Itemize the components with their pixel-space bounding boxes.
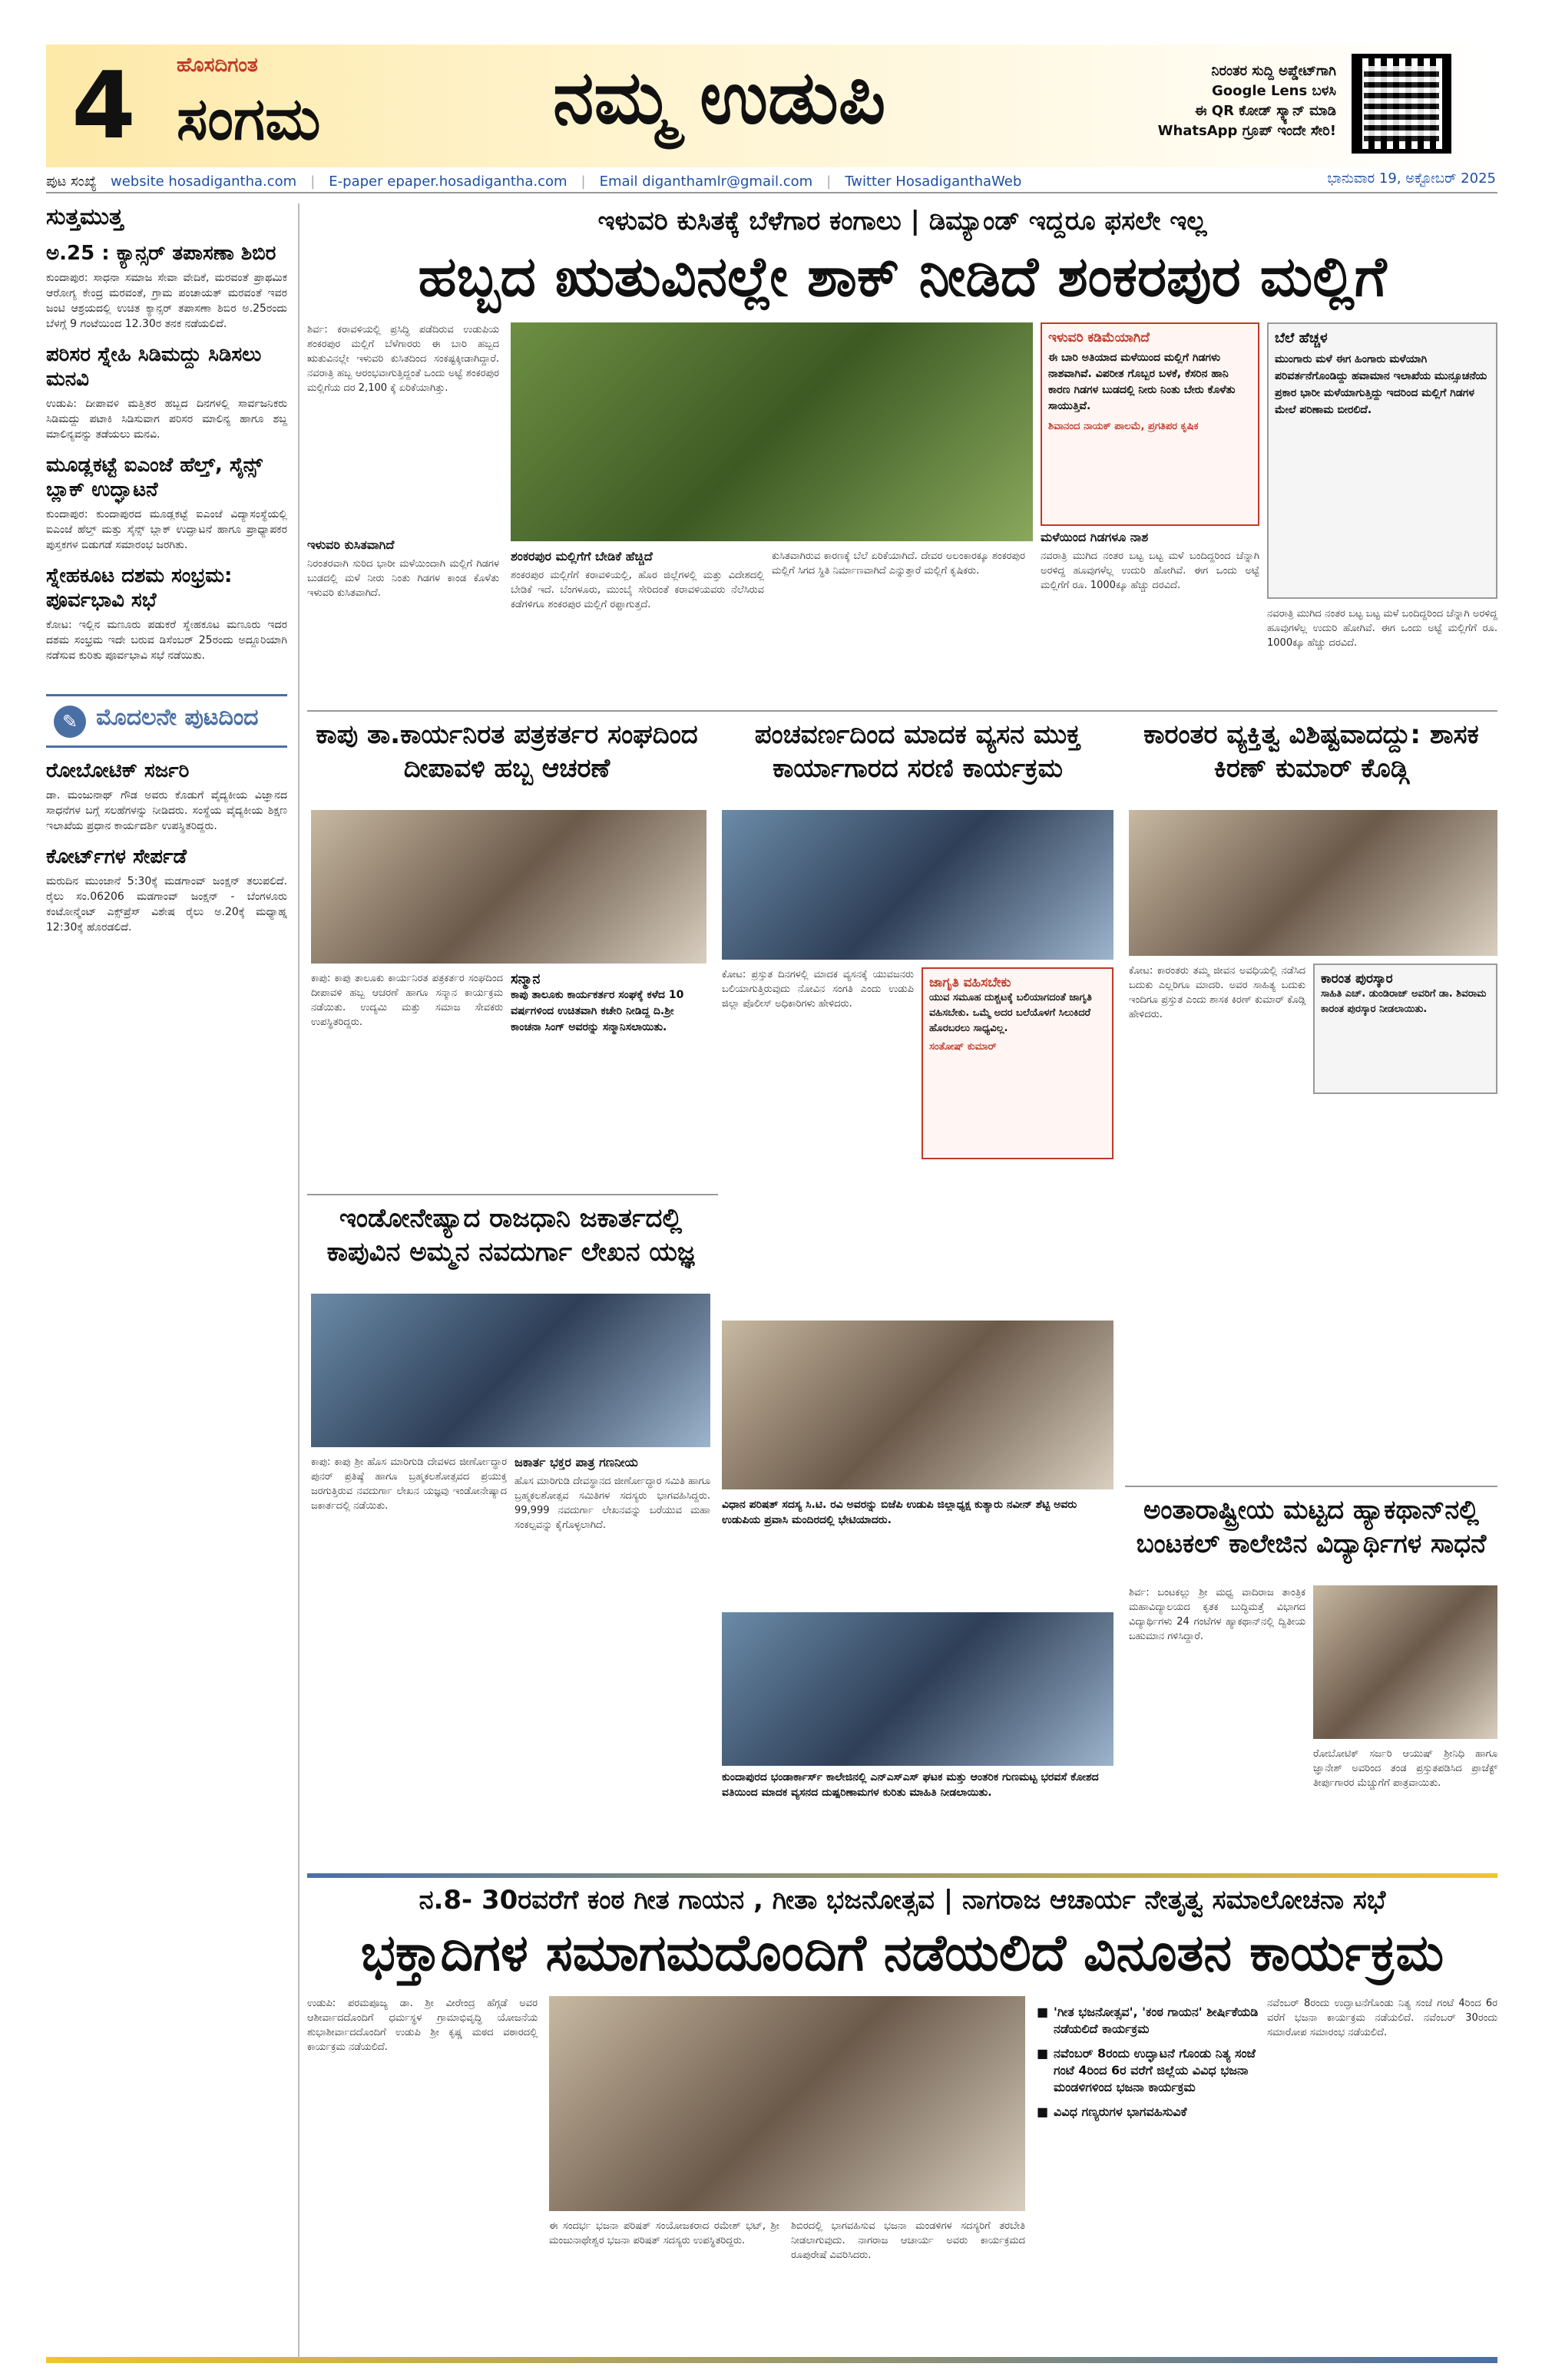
highlight-item: ■ ನವೆಂಬರ್ 8ರಂದು ಉದ್ಘಾಟನೆ ಗೊಂಡು ನಿತ್ಯ ಸಂಜೆ ಗಂಟೆ 4ರಿಂದ 6ರ ವರೆಗೆ ಜಿಲ್ಲೆಯ ವಿವಿಧ ಭಜನಾ ಮಂಡಳಿಗಳಿಂದ ಭಜನಾ ಕಾರ್ಯಕ್ರಮ [1037, 2045, 1259, 2096]
jakarta-subhead: ಜಕಾರ್ತ ಭಕ್ತರ ಪಾತ್ರ ಗಣನೀಯ [515, 1455, 638, 1469]
info-bar [46, 170, 1497, 193]
epaper-link[interactable]: E-paper epaper.hosadigantha.com [329, 173, 567, 190]
brief-headline: ಪರಿಸರ ಸ್ನೇಹಿ ಸಿಡಿಮದ್ದು ಸಿಡಿಸಲು ಮನವಿ [46, 343, 262, 391]
qr-line: ಈ QR ಕೋಡ್ ಸ್ಕ್ಯಾನ್ ಮಾಡಿ [1194, 103, 1336, 119]
kapu-event-photo [311, 810, 706, 964]
kapu-body: ಕಾಪು: ಕಾಪು ತಾಲೂಕು ಕಾರ್ಯನಿರತ ಪತ್ರಕರ್ತರ ಸಂಘದಿಂದ ದೀಪಾವಳಿ ಹಬ್ಬ ಆಚರಣೆ ಹಾಗೂ ಸನ್ಮಾನ ಕಾರ್ಯಕ್ರಮ ನಡೆಯಿತು. ಉದ್ಯಮಿ ಮತ್ತು ಸಮಾಜ ಸೇವಕರು ಉಪಸ್ಥಿತರಿದ್ದರು. [311, 973, 503, 1028]
farmer-quote-box [1041, 322, 1259, 526]
brief-body: ಕೋಟ: ಇಲ್ಲಿನ ಮಣೂರು ಪಡುಕರೆ ಸ್ನೇಹಕೂಟ ಮಣೂರು ಇದರ ದಶಮ ಸಂಭ್ರಮ ಇದೇ ಬರುವ ಡಿಸೆಂಬರ್ 25ರಂದು ಅದ್ದೂರಿಯಾಗಿ ನಡೆಸುವ ಕುರಿತು ಪೂರ್ವಭಾವಿ ಸಭೆ ನಡೆಯಿತು. [46, 619, 287, 662]
continued-item [46, 759, 287, 834]
bottom-headline: ಭಕ್ತಾದಿಗಳ ಸಮಾಗಮದೊಂದಿಗೆ ನಡೆಯಲಿದೆ ವಿನೂತನ ಕಾರ್ಯಕ್ರಮ [360, 1923, 1444, 1982]
twitter-link[interactable]: Twitter HosadiganthaWeb [845, 173, 1022, 190]
news-brief [46, 241, 287, 332]
continued-item [46, 845, 287, 935]
bottom-band-rule [307, 1873, 1497, 1878]
brief-body: ಕುಂದಾಪುರ: ಸಾಧನಾ ಸಮಾಜ ಸೇವಾ ವೇದಿಕೆ, ಮರವಂತೆ ಪ್ರಾಥಮಿಕ ಆರೋಗ್ಯ ಕೇಂದ್ರ ಮರವಂತೆ, ಗ್ರಾಮ ಪಂಚಾಯತ್ ಮರವಂತೆ ಇವರ ಜಂಟಿ ಆಶ್ರಯದಲ್ಲಿ ಉಚಿತ ಕ್ಯಾನ್ಸರ್ ತಪಾಸಣಾ ಶಿಬಿರ ಅ.25ರಂದು ಬೆಳಗ್ಗೆ 9 ಗಂಟೆಯಿಂದ 12.30ರ ತನಕ ನಡೆಯಲಿದೆ. [46, 272, 287, 330]
jakarta-event-photo [311, 1294, 710, 1447]
rehab-quote-box [922, 967, 1113, 1159]
lead-kicker-wrap [307, 206, 1497, 236]
karanth-award-box [1313, 964, 1497, 1094]
lead-subhead: ಮಳೆಯಿಂದ ಗಿಡಗಳೂ ನಾಶ [1041, 530, 1149, 544]
hackathon-body: ಶಿರ್ವ: ಬಂಟಕಲ್ಲು ಶ್ರೀ ಮಧ್ವ ವಾದಿರಾಜ ತಾಂತ್ರಿಕ ಮಹಾವಿದ್ಯಾಲಯದ ಕೃತಕ ಬುದ್ಧಿಮತ್ತೆ ವಿಭಾಗದ ವಿದ್ಯಾರ್ಥಿಗಳು 24 ಗಂಟೆಗಳ ಹ್ಯಾಕಥಾನ್‌ನಲ್ಲಿ ದ್ವಿತೀಯ ಬಹುಮಾನ ಗಳಿಸಿದ್ದಾರೆ. [1129, 1587, 1305, 1642]
bottom-body-col2: ಈ ಸಂದರ್ಭ ಭಜನಾ ಪರಿಷತ್ ಸಂಯೋಜಕರಾದ ರಮೇಶ್ ಭಟ್, ಶ್ರೀ ಮಂಜುನಾಥೇಶ್ವರ ಭಜನಾ ಪರಿಷತ್ ಸದಸ್ಯರು ಉಪಸ್ಥಿತರಿದ್ದರು. [549, 2220, 779, 2246]
continued-body: ಡಾ. ಮಂಜುನಾಥ್ ಗೌಡ ಅವರು ಕೊಡುಗೆ ವೈದ್ಯಕೀಯ ವಿಜ್ಞಾನದ ಸಾಧನೆಗಳ ಬಗ್ಗೆ ಸಲಹೆಗಳನ್ನು ನೀಡಿದರು. ಸಂಸ್ಥೆಯ ವೈದ್ಯಕೀಯ ಶಿಕ್ಷಣ ಇಲಾಖೆಯ ಪ್ರಧಾನ ಕಾರ್ಯದರ್ಶಿ ಉಪಸ್ಥಿತರಿದ್ದರು. [46, 788, 287, 832]
news-brief [46, 564, 287, 663]
qr-instructions [1152, 61, 1336, 141]
jakarta-body-2: ಹೊಸ ಮಾರಿಗುಡಿ ದೇವಸ್ಥಾನದ ಜೀರ್ಣೋದ್ಧಾರ ಸಮಿತಿ ಹಾಗೂ ಬ್ರಹ್ಮಕಲಶೋತ್ಸವ ಸಮಿತಿಗಳ ಸದಸ್ಯರು ಭಾಗವಹಿಸಿದ್ದರು. 99,999 ನವದುರ್ಗಾ ಲೇಖನವನ್ನು ಬರೆಯುವ ಮಹಾ ಸಂಕಲ್ಪವನ್ನು ಕೈಗೊಳ್ಳಲಾಗಿದೆ. [515, 1476, 710, 1531]
kapu-headline: ಕಾಪು ತಾ.ಕಾರ್ಯನಿರತ ಪತ್ರಕರ್ತರ ಸಂಘದಿಂದ ದೀಪಾವಳಿ ಹಬ್ಬ ಆಚರಣೆ [316, 719, 698, 784]
website-link[interactable]: website hosadigantha.com [110, 173, 297, 190]
lead-headline: ಹಬ್ಬದ ಋತುವಿನಲ್ಲೇ ಶಾಕ್ ನೀಡಿದೆ ಶಂಕರಪುರ ಮಲ್ಲಿಗೆ [418, 244, 1387, 309]
quote-headline: ಇಳುವರಿ ಕಡಿಮೆಯಾಗಿದೆ [1048, 330, 1150, 345]
qr-line: Google Lens ಬಳಸಿ [1211, 83, 1336, 99]
rehab-box-author: ಸಂತೋಷ್ ಕುಮಾರ್ [929, 1041, 997, 1053]
jakarta-headline: ಇಂಡೋನೇಷ್ಯಾದ ರಾಜಧಾನಿ ಜಕಾರ್ತದಲ್ಲಿ ಕಾಪುವಿನ ಅಮ್ಮನ ನವದುರ್ಗಾ ಲೇಖನ ಯಜ್ಞ [326, 1203, 695, 1268]
left-section-title: ಸುತ್ತಮುತ್ತ [46, 203, 124, 230]
section-divider [1125, 1486, 1497, 1487]
lead-body-col2: ಶಂಕರಪುರ ಮಲ್ಲಿಗೆಗೆ ಕರಾವಳಿಯಲ್ಲಿ, ಹೊರ ಜಿಲ್ಲೆಗಳಲ್ಲಿ ಮತ್ತು ವಿದೇಶದಲ್ಲಿ ಬೇಡಿಕೆ ಇದೆ. ಬೆಂಗಳೂರು, ಮುಂಬೈ ಸೇರಿದಂತೆ ಕರಾವಳಿಯವರು ನೆಲೆಸಿರುವ ಕಡೆಗಳಿಗೂ ಶಂಕರಪುರ ಮಲ್ಲಿಗೆ ರಫ್ತಾಗುತ್ತದೆ. [511, 570, 764, 610]
brief-body: ಕುಂದಾಪುರ: ಕುಂದಾಪುರದ ಮೂಡ್ಲಕಟ್ಟೆ ಐಎಂಜೆ ವಿದ್ಯಾಸಂಸ್ಥೆಯಲ್ಲಿ ಐಎಂಜೆ ಹೆಲ್ತ್ ಮತ್ತು ಸೈನ್ಸ್ ಬ್ಲಾಕ್ ಉದ್ಘಾಟನೆ ಹಾಗೂ ಪ್ರಾಧ್ಯಾಪಕರ ಪುಸ್ತಕಗಳ ಬಿಡುಗಡೆ ಸಮಾರಂಭ ಜರಗಿತು. [46, 508, 287, 551]
rehab-body: ಕೋಟ: ಪ್ರಸ್ತುತ ದಿನಗಳಲ್ಲಿ ಮಾದಕ ವ್ಯಸನಕ್ಕೆ ಯುವಜನರು ಬಲಿಯಾಗುತ್ತಿರುವುದು ನೋವಿನ ಸಂಗತಿ ಎಂದು ಉಡುಪಿ ಜಿಲ್ಲಾ ಪೊಲೀಸ್ ಅಧಿಕಾರಿಗಳು ಹೇಳಿದರು. [722, 969, 914, 1010]
karanth-box-body: ಸಾಹಿತಿ ಎಚ್. ಡುಂಡಿರಾಜ್ ಅವರಿಗೆ ಡಾ. ಶಿವರಾಮ ಕಾರಂತ ಪುರಸ್ಕಾರ ನೀಡಲಾಯಿತು. [1321, 988, 1487, 1015]
footer-strip [46, 2357, 1497, 2363]
lead-kicker: ಇಳುವರಿ ಕುಸಿತಕ್ಕೆ ಬೆಳೆಗಾರ ಕಂಗಾಲು | ಡಿಮ್ಯಾಂಡ್ ಇದ್ದರೂ ಫಸಲೇ ಇಲ್ಲ [597, 206, 1207, 236]
news-brief [46, 453, 287, 553]
lead-body-col4: ನವರಾತ್ರಿ ಮುಗಿದ ನಂತರ ಬಟ್ಟ ಬಟ್ಟ ಮಳೆ ಬಂದಿದ್ದರಿಂದ ಚೆನ್ನಾಗಿ ಅರಳಿದ್ದ ಹೂವುಗಳೆಲ್ಲ ಉದುರಿ ಹೋಗಿವೆ. ಈಗ ಒಂದು ಅಟ್ಟೆ ಮಲ್ಲಿಗೆಗೆ ರೂ. 1000ಕ್ಕೂ ಹೆಚ್ಚು ದರವಿದೆ. [1041, 550, 1259, 591]
college-event-photo [722, 1612, 1113, 1766]
price-headline: ಬೆಲೆ ಹೆಚ್ಚಳ [1275, 330, 1328, 346]
jasmine-field-photo [511, 322, 1033, 541]
kapu-box-headline: ಸನ್ಮಾನ [511, 971, 541, 987]
separator: | [581, 173, 586, 190]
rehab-box-headline: ಜಾಗೃತಿ ವಹಿಸಬೇಕು [929, 975, 1011, 990]
brief-headline: ಸ್ನೇಹಕೂಟ ದಶಮ ಸಂಭ್ರಮ: ಪೂರ್ವಭಾವಿ ಸಭೆ [46, 564, 233, 612]
mlc-visit-photo [722, 1321, 1113, 1489]
brief-headline: ಮೂಡ್ಲಕಟ್ಟೆ ಐಎಂಜೆ ಹೆಲ್ತ್, ಸೈನ್ಸ್ ಬ್ಲಾಕ್ ಉದ್ಘಾಟನೆ [46, 454, 263, 501]
continued-body: ಮರುದಿನ ಮುಂಜಾನೆ 5:30ಕ್ಕೆ ಮಡಗಾಂವ್ ಜಂಕ್ಷನ್ ತಲುಪಲಿದೆ. ರೈಲು ಸಂ.06206 ಮಡಗಾಂವ್ ಜಂಕ್ಷನ್ - ಬೆಂಗಳೂರು ಕಂಟೋನ್ಮೆಂಟ್ ಎಕ್ಸ್‌ಪ್ರೆಸ್ ವಿಶೇಷ ರೈಲು ಅ.20ಕ್ಕೆ ಮಧ್ಯಾಹ್ನ 12:30ಕ್ಕೆ ಹೊರಡಲಿದೆ. [46, 874, 287, 934]
lead-body-col5: ನವರಾತ್ರಿ ಮುಗಿದ ನಂತರ ಬಟ್ಟ ಬಟ್ಟ ಮಳೆ ಬಂದಿದ್ದರಿಂದ ಚೆನ್ನಾಗಿ ಅರಳಿದ್ದ ಹೂವುಗಳೆಲ್ಲ ಉದುರಿ ಹೋಗಿವೆ. ಈಗ ಒಂದು ಅಟ್ಟೆ ಮಲ್ಲಿಗೆಗೆ ರೂ. 1000ಕ್ಕೂ ಹೆಚ್ಚು ದರವಿದೆ. [1267, 608, 1497, 649]
lead-body-col1: ಶಿರ್ವ: ಕರಾವಳಿಯಲ್ಲಿ ಪ್ರಸಿದ್ಧಿ ಪಡೆದಿರುವ ಉಡುಪಿಯ ಶಂಕರಪುರ ಮಲ್ಲಿಗೆ ಬೆಳೆಗಾರರು ಈ ಬಾರಿ ಹಬ್ಬದ ಋತುವಿನಲ್ಲೇ ಇಳುವರಿ ಕುಸಿತದಿಂದ ಸಂಕಷ್ಟಕ್ಕೀಡಾಗಿದ್ದಾರೆ. ನವರಾತ್ರಿ ಹಬ್ಬ ಆರಂಭವಾಗುತ್ತಿದ್ದಂತೆ ಒಂದು ಅಟ್ಟೆ ಶಂಕರಪುರ ಮಲ್ಲಿಗೆಯ ದರ 2,100 ಕ್ಕೆ ಏರಿಕೆಯಾಗಿತ್ತು. [307, 324, 499, 394]
continued-headline: ಕೋರ್ಟ್‌ಗಳ ಸೇರ್ಪಡೆ [46, 845, 187, 868]
continued-title: ಮೊದಲನೇ ಪುಟದಿಂದ [96, 704, 259, 731]
karanth-headline: ಕಾರಂತರ ವ್ಯಕ್ತಿತ್ವ ವಿಶಿಷ್ಟವಾದದ್ದು: ಶಾಸಕ ಕಿರಣ್ ಕುಮಾರ್ ಕೊಡ್ಗಿ [1143, 719, 1479, 784]
news-brief [46, 342, 287, 442]
separator: | [826, 173, 832, 190]
jakarta-body: ಕಾಪು: ಕಾಪು ಶ್ರೀ ಹೊಸ ಮಾರಿಗುಡಿ ದೇವಳದ ಜೀರ್ಣೋದ್ಧಾರ ಪುನರ್ ಪ್ರತಿಷ್ಠೆ ಹಾಗೂ ಬ್ರಹ್ಮಕಲಶೋತ್ಸವದ ಪ್ರಯುಕ್ತ ಜರಗುತ್ತಿರುವ ನವದುರ್ಗಾ ಲೇಖನ ಯಜ್ಞವು ಇಂಡೋನೇಷ್ಯಾದ ಜಕಾರ್ತದಲ್ಲಿ ನಡೆಯಿತು. [311, 1456, 507, 1512]
lead-headline-wrap [307, 244, 1497, 309]
price-rise-box [1267, 322, 1497, 599]
left-column [46, 203, 299, 2361]
lead-subhead: ಶಂಕರಪುರ ಮಲ್ಲಿಗೆಗೆ ಬೇಡಿಕೆ ಹೆಚ್ಚಿದೆ [511, 549, 653, 564]
qr-line: ನಿರಂತರ ಸುದ್ದಿ ಅಪ್ಡೇಟ್‌ಗಾಗಿ [1211, 63, 1336, 79]
kapu-box-body: ಕಾಪು ತಾಲೂಕು ಕಾರ್ಯಕರ್ತರ ಸಂಘಕ್ಕೆ ಕಳೆದ 10 ವರ್ಷಗಳಿಂದ ಉಚಿತವಾಗಿ ಕಚೇರಿ ನೀಡಿದ್ದ ದಿ.ಶ್ರೀ ಕಾಂಚನಾ ಸಿಂಗ್ ಅವರನ್ನು ಸನ್ಮಾನಿಸಲಾಯಿತು. [511, 989, 684, 1033]
lead-body-col1b: ನಿರಂತರವಾಗಿ ಸುರಿದ ಭಾರೀ ಮಳೆಯಿಂದಾಗಿ ಮಲ್ಲಿಗೆ ಗಿಡಗಳ ಬುಡದಲ್ಲಿ ಮಳೆ ನೀರು ನಿಂತು ಗಿಡಗಳ ಕಾಂಡ ಕೊಳೆತು ಇಳುವರಿ ಕುಸಿತವಾಗಿದೆ. [307, 558, 499, 599]
continued-section-header [46, 694, 287, 748]
rehab-headline: ಪಂಚವರ್ಣದಿಂದ ಮಾದಕ ವ್ಯಸನ ಮುಕ್ತ ಕಾರ್ಯಾಗಾರದ ಸರಣಿ ಕಾರ್ಯಕ್ರಮ [754, 719, 1081, 784]
lead-body-col3: ಕುಸಿತವಾಗಿರುವ ಕಾರಣಕ್ಕೆ ಬೆಲೆ ಏರಿಕೆಯಾಗಿದೆ. ದೇವರ ಅಲಂಕಾರಕ್ಕೂ ಶಂಕರಪುರ ಮಲ್ಲಿಗೆ ಸಿಗದ ಸ್ಥಿತಿ ನಿರ್ಮಾಣವಾಗಿದೆ ಎನ್ನುತ್ತಾರೆ ಮಲ್ಲಿಗೆ ಕೃಷಿಕರು. [772, 550, 1025, 577]
highlight-item: ■ ವಿವಿಧ ಗಣ್ಯರುಗಳ ಭಾಗವಹಿಸುವಿಕೆ [1037, 2104, 1259, 2121]
publisher-logo: ಹೊಸದಿಗಂತ [177, 54, 258, 77]
section-divider [307, 1194, 718, 1195]
qr-line: WhatsApp ಗ್ರೂಪ್ ಇಂದೇ ಸೇರಿ! [1157, 123, 1336, 139]
brief-body: ಉಡುಪಿ: ದೀಪಾವಳಿ ಮತ್ತಿತರ ಹಬ್ಬದ ದಿನಗಳಲ್ಲಿ ಸಾರ್ವಜನಿಕರು ಸಿಡಿಮದ್ದು ಪಟಾಕಿ ಸಿಡಿಸುವಾಗ ಪರಿಸರ ಮಾಲಿನ್ಯ ಹಾಗೂ ಶಬ್ದ ಮಾಲಿನ್ಯವನ್ನು ತಡೆಯಲು ಮನವಿ. [46, 398, 287, 441]
section-divider [307, 710, 1497, 712]
bottom-kicker: ನ.8- 30ರವರೆಗೆ ಕಂಠ ಗೀತ ಗಾಯನ , ಗೀತಾ ಭಜನೋತ್ಸವ | ನಾಗರಾಜ ಆಚಾರ್ಯ ನೇತೃತ್ವ ಸಮಾಲೋಚನಾ ಸಭೆ [419, 1885, 1386, 1916]
highlight-item: ■ 'ಗೀತ ಭಜನೋತ್ಸವ', 'ಕಂಠ ಗಾಯನ' ಶೀರ್ಷಿಕೆಯಡಿ ನಡೆಯಲಿದೆ ಕಾರ್ಯಕ್ರಮ [1037, 2004, 1259, 2038]
quote-author: ಶಿವಾನಂದ ನಾಯಕ್ ಪಾಲಮೆ, ಪ್ರಗತಿಪರ ಕೃಷಿಕ [1048, 421, 1199, 432]
page-count-label: ಪುಟ ಸಂಖ್ಯೆ [46, 173, 97, 190]
brief-headline: ಅ.25 : ಕ್ಯಾನ್ಸರ್ ತಪಾಸಣಾ ಶಿಬಿರ [46, 242, 276, 265]
meeting-photo [549, 1996, 1025, 2211]
mlc-visit-caption: ವಿಧಾನ ಪರಿಷತ್ ಸದಸ್ಯ ಸಿ.ಟಿ. ರವಿ ಅವರನ್ನು ಬಿಜೆಪಿ ಉಡುಪಿ ಜಿಲ್ಲಾಧ್ಯಕ್ಷ ಕುತ್ಯಾರು ನವೀನ್ ಶೆಟ್ಟಿ ಅವರು ಉಡುಪಿಯ ಪ್ರವಾಸಿ ಮಂದಿರದಲ್ಲಿ ಭೇಟಿಯಾದರು. [722, 1499, 1077, 1526]
page-number: 4 [71, 52, 136, 160]
bottom-body-col1: ಉಡುಪಿ: ಪರಮಪೂಜ್ಯ ಡಾ. ಶ್ರೀ ವೀರೇಂದ್ರ ಹೆಗ್ಗಡೆ ಅವರ ಆಶೀರ್ವಾದದೊಂದಿಗೆ ಧರ್ಮಸ್ಥಳ ಗ್ರಾಮಾಭಿವೃದ್ಧಿ ಯೋಜನೆಯ ಶುಭಾಶೀರ್ವಾದದೊಂದಿಗೆ ಉಡುಪಿ ಶ್ರೀ ಕೃಷ್ಣ ಮಠದ ವಠಾರದಲ್ಲಿ ಕಾರ್ಯಕ್ರಮ ನಡೆಯಲಿದೆ. [307, 1998, 538, 2053]
price-body: ಮುಂಗಾರು ಮಳೆ ಈಗ ಹಿಂಗಾರು ಮಳೆಯಾಗಿ ಪರಿವರ್ತನೆಗೊಂಡಿದ್ದು ಹವಾಮಾನ ಇಲಾಖೆಯ ಮುನ್ಸೂಚನೆಯ ಪ್ರಕಾರ ಭಾರೀ ಮಳೆಯಾಗುತ್ತಿದ್ದು ಇದರಿಂದ ಮಲ್ಲಿಗೆ ಗಿಡಗಳ ಮೇಲೆ ಪರಿಣಾಮ ಬೀರಲಿದೆ. [1275, 353, 1487, 416]
section-title: ಸಂಗಮ [177, 84, 321, 153]
karanth-body: ಕೋಟ: ಕಾರಂತರು ತಮ್ಮ ಜೀವನ ಅವಧಿಯಲ್ಲಿ ನಡೆಸಿದ ಬದುಕು ಎಲ್ಲರಿಗೂ ಮಾದರಿ. ಅವರ ಸಾಹಿತ್ಯ ಬದುಕು ಇಂದಿಗೂ ಪ್ರಸ್ತುತ ಎಂದು ಶಾಸಕ ಕಿರಣ್ ಕುಮಾರ್ ಕೊಡ್ಗಿ ಹೇಳಿದರು. [1129, 965, 1305, 1020]
bottom-body-col3: ಶಿಬಿರದಲ್ಲಿ ಭಾಗವಹಿಸುವ ಭಜನಾ ಮಂಡಳಿಗಳ ಸದಸ್ಯರಿಗೆ ತರಬೇತಿ ನೀಡಲಾಗುವುದು. ನಾಗರಾಜ ಆಚಾರ್ಯ ಅವರು ಕಾರ್ಯಕ್ರಮದ ರೂಪುರೇಷೆ ವಿವರಿಸಿದರು. [791, 2220, 1025, 2261]
continued-headline: ರೋಬೋಟಿಕ್ ಸರ್ಜರಿ [46, 759, 190, 782]
edition-title: ನಮ್ಮ ಉಡುಪಿ [553, 54, 886, 140]
kapu-honour-box [511, 971, 706, 1036]
email-link[interactable]: Email diganthamlr@gmail.com [599, 173, 813, 190]
hackathon-team-photo [1313, 1585, 1497, 1739]
bottom-body-col4: ನವೆಂಬರ್ 8ರಂದು ಉದ್ಘಾಟನೆಗೊಂಡು ನಿತ್ಯ ಸಂಜೆ ಗಂಟೆ 4ರಿಂದ 6ರ ವರೆಗೆ ಭಜನಾ ಕಾರ್ಯಕ್ರಮ ನಡೆಯಲಿದೆ. ನವೆಂಬರ್ 30ರಂದು ಸಮಾರೋಪ ಸಮಾರಂಭ ನಡೆಯಲಿದೆ. [1267, 1998, 1497, 2038]
highlights-box [1037, 2004, 1259, 2128]
hackathon-headline: ಅಂತಾರಾಷ್ಟ್ರೀಯ ಮಟ್ಟದ ಹ್ಯಾಕಥಾನ್‌ನಲ್ಲಿ ಬಂಟಕಲ್ ಕಾಲೇಜಿನ ವಿದ್ಯಾರ್ಥಿಗಳ ಸಾಧನೆ [1136, 1495, 1487, 1559]
karanth-box-headline: ಕಾರಂತ ಪುರಸ್ಕಾರ [1321, 971, 1393, 987]
issue-date: ಭಾನುವಾರ 19, ಅಕ್ಟೋಬರ್ 2025 [1327, 170, 1496, 187]
qr-code-pattern [1364, 66, 1439, 141]
separator: | [310, 173, 316, 190]
college-event-caption: ಕುಂದಾಪುರದ ಭಂಡಾರ್ಕಾರ್ಸ್ ಕಾಲೇಜಿನಲ್ಲಿ ಎನ್ಎಸ್ಎಸ್ ಘಟಕ ಮತ್ತು ಆಂತರಿಕ ಗುಣಮಟ್ಟ ಭರವಸೆ ಕೋಶದ ವತಿಯಿಂದ ಮಾದಕ ವ್ಯಸನದ ದುಷ್ಪರಿಣಾಮಗಳ ಕುರಿತು ಮಾಹಿತಿ ನೀಡಲಾಯಿತು. [722, 1771, 1099, 1799]
quote-body: ಈ ಬಾರಿ ಅತಿಯಾದ ಮಳೆಯಿಂದ ಮಲ್ಲಿಗೆ ಗಿಡಗಳು ನಾಶವಾಗಿವೆ. ವಿಪರೀತ ಗೊಬ್ಬರ ಬಳಕೆ, ಕೆಸರಿನ ಹಾನಿ ಕಾರಣ ಗಿಡಗಳ ಬುಡದಲ್ಲಿ ನೀರು ನಿಂತು ಬೇರು ಕೊಳೆತು ಸಾಯುತ್ತಿವೆ. [1048, 352, 1236, 412]
hackathon-body-2: ರೋಬೋಟಿಕ್ ಸರ್ಜರಿ ಆಯುಷ್ ಶ್ರೀನಿಧಿ ಹಾಗೂ ಜ್ಞಾನೇಶ್ ಅವರಿಂದ ತಂಡ ಪ್ರಸ್ತುತಪಡಿಸಿದ ಪ್ರಾಜೆಕ್ಟ್ ತೀರ್ಪುಗಾರರ ಮೆಚ್ಚುಗೆಗೆ ಪಾತ್ರವಾಯಿತು. [1313, 1748, 1497, 1789]
pencil-icon: ✎ [54, 706, 86, 738]
lead-subhead: ಇಳುವರಿ ಕುಸಿತವಾಗಿದೆ [307, 537, 395, 552]
rehab-event-photo [722, 810, 1113, 960]
karanth-event-photo [1129, 810, 1497, 956]
rehab-box-body: ಯುವ ಸಮೂಹ ದುಶ್ಚಟಕ್ಕೆ ಬಲಿಯಾಗದಂತೆ ಜಾಗೃತಿ ವಹಿಸಬೇಕು. ಒಮ್ಮೆ ಅದರ ಬಲೆಯೊಳಗೆ ಸಿಲುಕಿದರೆ ಹೊರಬರಲು ಸಾಧ್ಯವಿಲ್ಲ. [929, 992, 1092, 1034]
